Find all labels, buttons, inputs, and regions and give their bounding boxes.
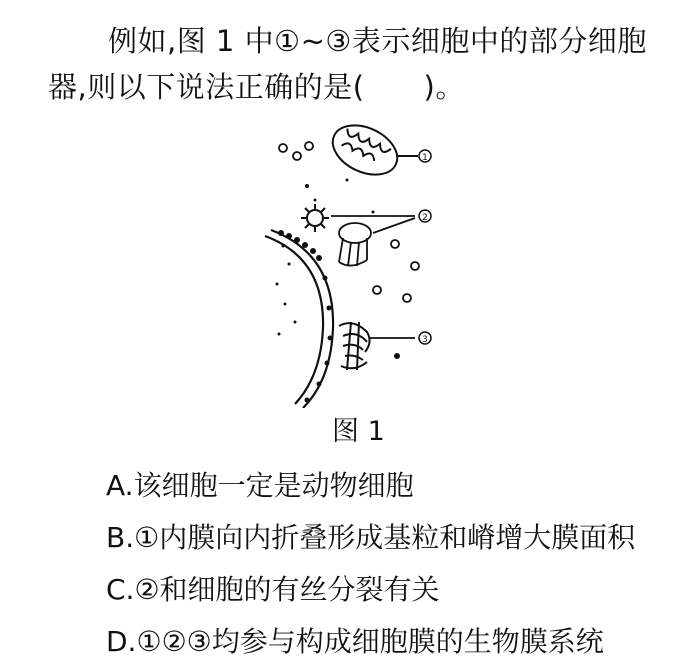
option-d-letter: D. [106, 625, 137, 658]
golgi-apparatus [339, 322, 370, 370]
question-text: 例如,图 1 中①~③表示细胞中的部分细胞器,则以下说法正确的是( )。 [48, 24, 647, 104]
svg-text:1: 1 [422, 153, 428, 163]
option-c-letter: C. [106, 573, 135, 606]
option-a-letter: A. [106, 469, 134, 502]
option-d[interactable] [106, 616, 686, 668]
centriole-barrel [339, 223, 371, 266]
label-2-marker [419, 210, 431, 223]
cell-diagram [255, 108, 455, 408]
label-3-marker [419, 332, 431, 345]
option-a[interactable] [106, 460, 686, 512]
cell-organelle-figure [255, 108, 455, 408]
answer-options [106, 460, 686, 668]
dots [276, 179, 401, 360]
figure-caption: 图 1 [332, 416, 385, 447]
option-d-text: ①②③均参与构成细胞膜的生物膜系统 [136, 625, 604, 658]
mitochondrion [325, 116, 405, 185]
option-c-text: ②和细胞的有丝分裂有关 [134, 573, 440, 606]
label-1-marker [419, 150, 431, 163]
svg-text:2: 2 [422, 213, 428, 223]
nuclear-envelope [265, 230, 333, 408]
option-b-text: ①内膜向内折叠形成基粒和嵴增大膜面积 [134, 521, 636, 554]
centriole-star [301, 204, 329, 232]
option-c[interactable] [106, 564, 686, 616]
option-b-letter: B. [106, 521, 135, 554]
svg-text:3: 3 [422, 335, 428, 345]
option-a-text: 该细胞一定是动物细胞 [133, 469, 414, 502]
question-stem [48, 18, 678, 110]
option-b[interactable] [106, 512, 686, 564]
